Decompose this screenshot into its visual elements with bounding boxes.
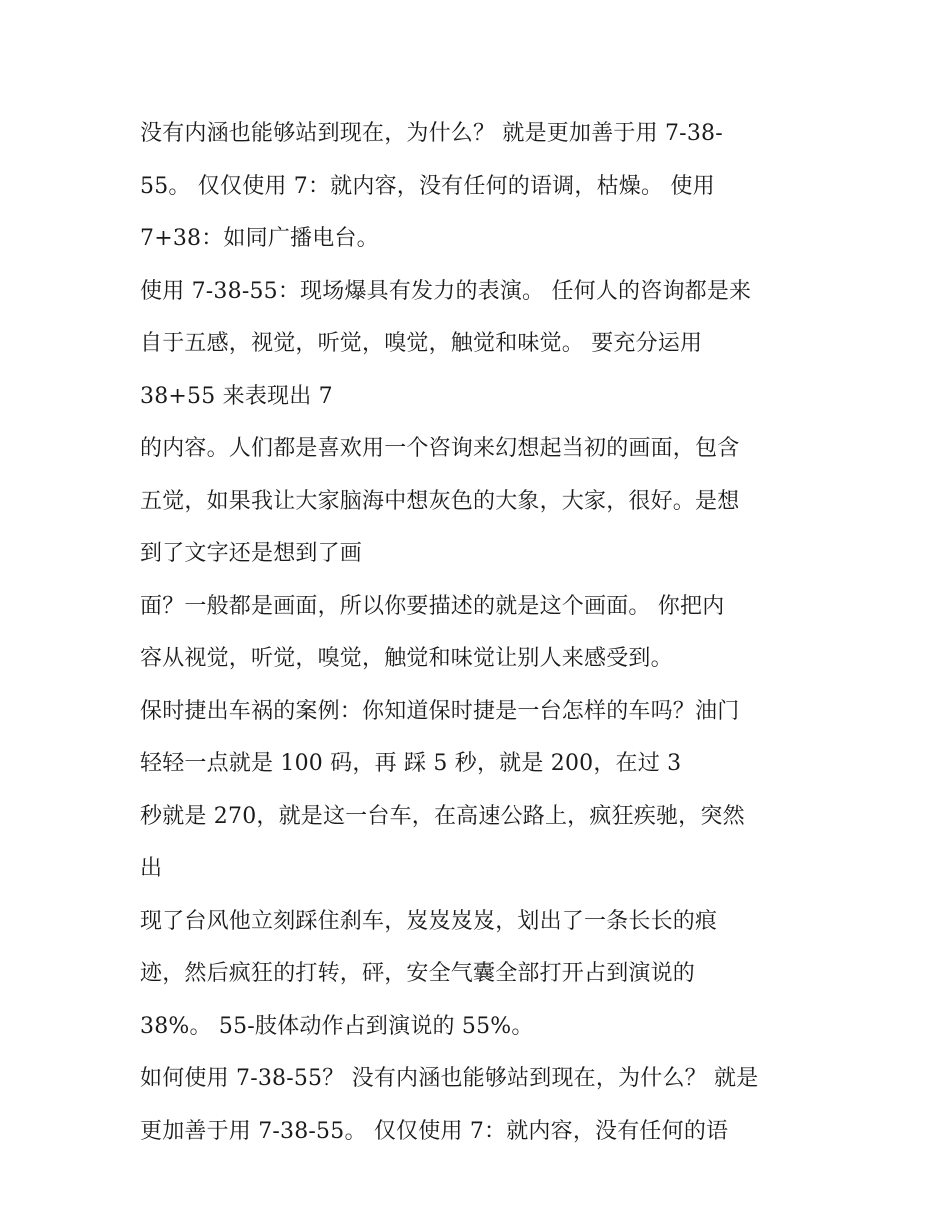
text-line: 秒就是 270，就是这一台车，在高速公路上，疯狂疾驰，突然 — [140, 803, 745, 829]
text-line: 没有内涵也能够站到现在，为什么？ 就是更加善于用 7-38- — [140, 121, 723, 146]
text-line: 55。 仅仅使用 7：就内容，没有任何的语调，枯燥。 使用 — [140, 173, 715, 199]
text-line: 38+55 来表现出 7 — [140, 383, 333, 409]
text-line: 使用 7-38-55：现场爆具有发力的表演。 任何人的咨询都是来 — [140, 278, 752, 304]
text-line: 到了文字还是想到了画 — [140, 541, 363, 566]
text-line: 面？一般都是画面，所以你要描述的就是这个画面。 你把内 — [140, 593, 725, 619]
text-line: 迹，然后疯狂的打转，砰，安全气囊全部打开占到演说的 — [140, 961, 696, 986]
text-line: 保时捷出车祸的案例：你知道保时捷是一台怎样的车吗？油门 — [140, 698, 740, 724]
text-line: 38%。 55-肢体动作占到演说的 55%。 — [140, 1013, 534, 1039]
body-text — [140, 108, 840, 1158]
text-line: 的内容。人们都是喜欢用一个咨询来幻想起当初的画面，包含 — [140, 436, 740, 461]
text-line: 自于五感，视觉，听觉，嗅觉，触觉和味觉。 要充分运用 — [140, 331, 703, 356]
text-line: 五觉，如果我让大家脑海中想灰色的大象，大家，很好。是想 — [140, 488, 740, 514]
text-line: 出 — [140, 856, 163, 881]
text-line: 7+38：如同广播电台。 — [140, 226, 379, 251]
text-line: 现了台风他立刻踩住刹车，岌岌岌岌，划出了一条长长的痕 — [140, 908, 718, 934]
text-line: 如何使用 7-38-55？ 没有内涵也能够站到现在，为什么？ 就是 — [140, 1066, 759, 1091]
text-line: 轻轻一点就是 100 码，再 踩 5 秒，就是 200，在过 3 — [140, 751, 682, 776]
text-line: 更加善于用 7-38-55。 仅仅使用 7：就内容，没有任何的语 — [140, 1118, 729, 1144]
text-line: 容从视觉，听觉，嗅觉，触觉和味觉让别人来感受到。 — [140, 646, 673, 671]
